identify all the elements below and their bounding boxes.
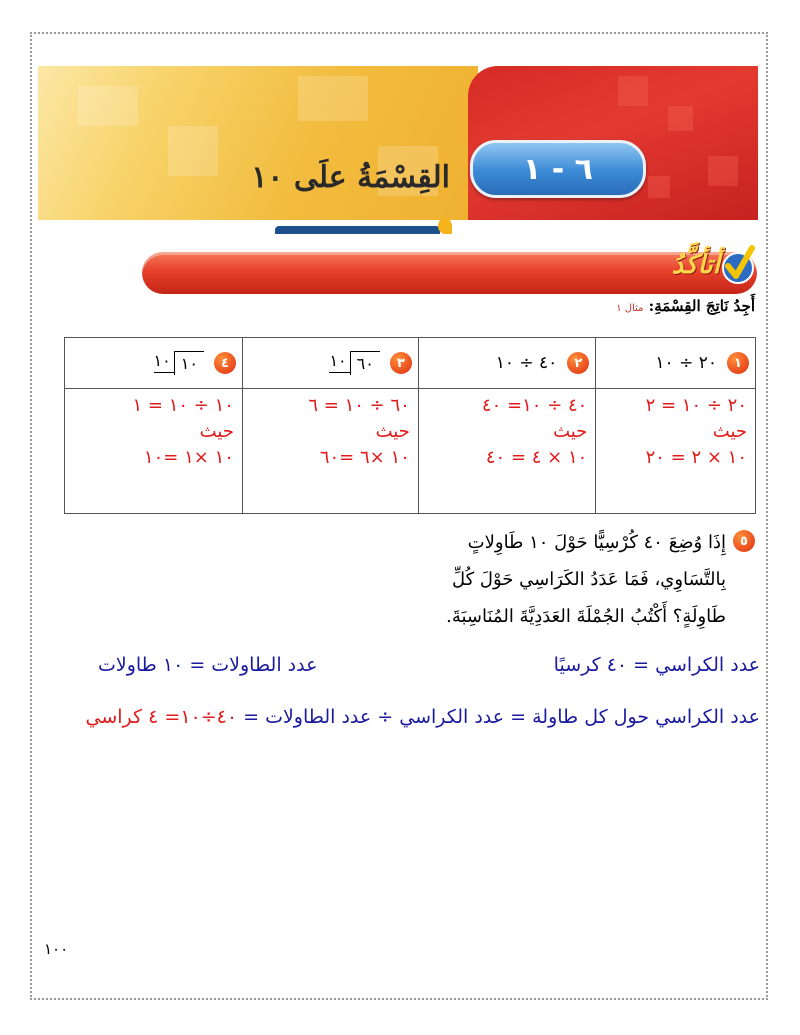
answer-line: ١٠ × ٤ = ٤٠ bbox=[485, 447, 588, 468]
solution-line bbox=[64, 700, 760, 734]
problem-number-badge: ٤ bbox=[214, 352, 236, 374]
long-division bbox=[329, 351, 379, 375]
problems-table bbox=[64, 337, 756, 514]
answer-line: ٦٠ ÷ ١٠ = ٦ bbox=[308, 395, 410, 416]
check-section-title: أتأكَّدُ bbox=[671, 250, 720, 280]
given-values-line bbox=[70, 654, 760, 684]
chairs-count: عدد الكراسي = ٤٠ كرسيًا bbox=[553, 654, 760, 676]
problem-cell-4 bbox=[65, 338, 243, 389]
example-reference: مثال ١ bbox=[616, 303, 644, 314]
problems-header-row bbox=[65, 338, 756, 389]
answer-text bbox=[596, 389, 755, 471]
answer-line: حيث bbox=[712, 421, 747, 442]
divisor: ١٠ bbox=[329, 351, 349, 373]
problem-cell-1 bbox=[596, 338, 756, 389]
dividend: ٦٠ bbox=[350, 351, 380, 375]
problem-cell-3 bbox=[242, 338, 418, 389]
answer-text bbox=[243, 389, 418, 471]
dividend: ١٠ bbox=[174, 351, 204, 375]
answer-line: ١٠ ÷ ١٠ = ١ bbox=[132, 395, 234, 416]
word-problem-line: طَاوِلَةٍ؟ أَكْتُبُ الجُمْلَةَ العَدَدِيَّةَ المُنَاسِبَةَ. bbox=[446, 606, 726, 627]
long-division bbox=[154, 351, 204, 375]
answer-cell-4 bbox=[65, 389, 243, 514]
banner-blue-strip bbox=[275, 226, 440, 234]
answer-line: ١٠ ×١ =١٠ bbox=[143, 447, 234, 468]
answer-line: حيث bbox=[553, 421, 588, 442]
answer-cell-1 bbox=[596, 389, 756, 514]
instruction-label: أَجِدُ نَاتِجَ القِسْمَةِ: bbox=[648, 297, 755, 315]
answer-text bbox=[65, 389, 242, 471]
answer-cell-2 bbox=[418, 389, 595, 514]
solution-result: ٤٠÷١٠= ٤ كراسي bbox=[85, 706, 238, 728]
answers-row bbox=[65, 389, 756, 514]
word-problem-line: إِذَا وُضِعَ ٤٠ كُرْسِيًّا حَوْلَ ١٠ طَاوِلاتٍ bbox=[467, 532, 726, 553]
word-problem-line: بِالتَّسَاوِي، فَمَا عَدَدُ الكَرَاسِي حَوْلَ كُلِّ bbox=[452, 569, 726, 590]
word-problem-text bbox=[420, 524, 726, 635]
problem-expression: ٤٠ ÷ ١٠ bbox=[495, 353, 558, 373]
answer-line: حيث bbox=[375, 421, 410, 442]
answer-text bbox=[419, 389, 595, 471]
instruction-text bbox=[500, 297, 755, 321]
problem-number-badge: ١ bbox=[727, 352, 749, 374]
word-problem-number-badge: ٥ bbox=[733, 530, 755, 552]
problem-number-badge: ٣ bbox=[390, 352, 412, 374]
problem-cell-2 bbox=[418, 338, 595, 389]
lesson-banner bbox=[38, 66, 758, 234]
page-number: ١٠٠ bbox=[44, 940, 69, 958]
lesson-title: القِسْمَةُ علَى ١٠ bbox=[251, 160, 450, 195]
answer-line: ١٠ × ٢ = ٢٠ bbox=[645, 447, 747, 468]
lesson-number-badge: ٦ - ١ bbox=[470, 140, 646, 198]
banner-yellow-panel bbox=[38, 66, 478, 234]
answer-line: حيث bbox=[199, 421, 234, 442]
answer-line: ٤٠ ÷ ١٠= ٤٠ bbox=[481, 395, 588, 416]
divisor: ١٠ bbox=[154, 351, 174, 373]
checkmark-icon bbox=[718, 244, 756, 286]
problem-expression: ٢٠ ÷ ١٠ bbox=[655, 353, 717, 373]
answer-line: ٢٠ ÷ ١٠ = ٢ bbox=[645, 395, 747, 416]
solution-formula: عدد الكراسي حول كل طاولة = عدد الكراسي ÷ عدد الطاولات = bbox=[237, 706, 760, 728]
problem-number-badge: ٢ bbox=[567, 352, 589, 374]
tables-count: عدد الطاولات = ١٠ طاولات bbox=[98, 654, 318, 676]
banner-accent-shape bbox=[438, 218, 452, 234]
answer-line: ١٠ ×٦ =٦٠ bbox=[319, 447, 410, 468]
answer-cell-3 bbox=[242, 389, 418, 514]
